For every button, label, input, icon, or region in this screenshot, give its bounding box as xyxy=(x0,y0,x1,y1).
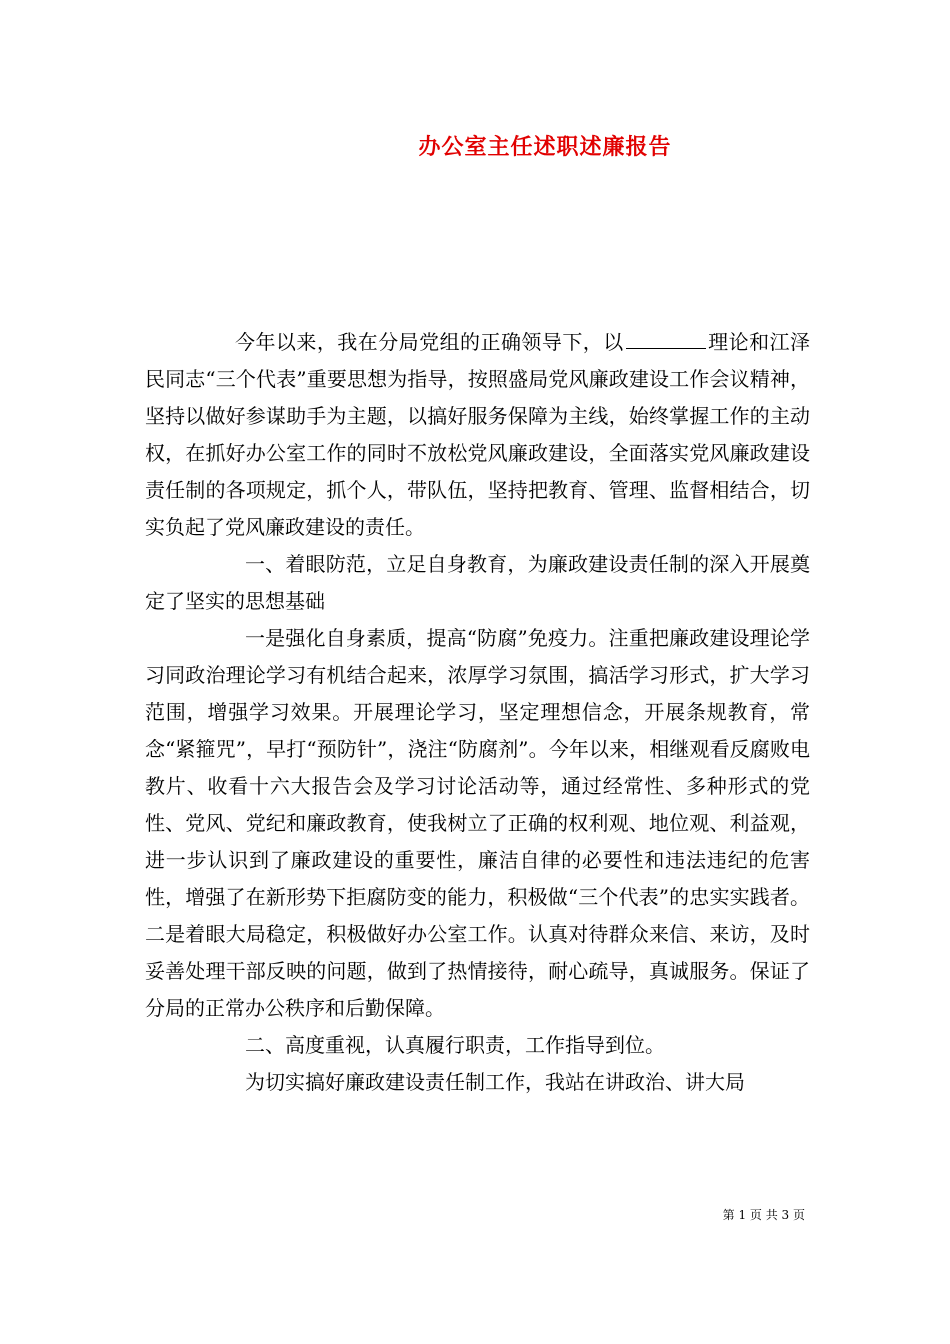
page-number: 第 1 页 共 3 页 xyxy=(722,1208,805,1222)
fill-in-blank xyxy=(626,330,706,349)
document-title: 办公室主任述职述廉报告 xyxy=(418,134,672,160)
section-heading-2: 二、高度重视，认真履行职责，工作指导到位。 xyxy=(245,1033,665,1057)
paragraph-5: 为切实搞好廉政建设责任制工作，我站在讲政治、讲大局 xyxy=(245,1070,745,1094)
section-heading-1: 一、着眼防范，立足自身教育，为廉政建设责任制的深入开展奠定了坚实的思想基础 xyxy=(145,552,810,613)
document-body xyxy=(145,324,810,1101)
paragraph-3: 一是强化自身素质，提高“防腐”免疫力。注重把廉政建设理论学习同政治理论学习有机结合起来，浓厚学习氛围，搞活学习形式，扩大学习范围，增强学习效果。开展理论学习，坚定理想信念，开展条规教育，常念“紧箍咒”，早打“预防针”，浇注“防腐剂”。今年以来，相继观看反腐败电教片、收看十六大报告会及学习讨论活动等，通过经常性、多种形式的党性、党风、党纪和廉政教育，使我树立了正确的权利观、地位观、利益观，进一步认识到了廉政建设的重要性，廉洁自律的必要性和违法违纪的危害性，增强了在新形势下拒腐防变的能力，积极做“三个代表”的忠实实践者。二是着眼大局稳定，积极做好办公室工作。认真对待群众来信、来访，及时妥善处理干部反映的问题，做到了热情接待，耐心疏导，真诚服务。保证了分局的正常办公秩序和后勤保障。 xyxy=(145,626,810,1020)
paragraph-1-start: 今年以来，我在分局党组的正确领导下，以 xyxy=(235,330,624,354)
paragraph-1 xyxy=(145,324,810,546)
paragraph-1-end: 理论和江泽民同志“三个代表”重要思想为指导，按照盛局党风廉政建设工作会议精神，坚持以做好参谋助手为主题，以搞好服务保障为主线，始终掌握工作的主动权，在抓好办公室工作的同时不放松党风廉政建设，全面落实党风廉政建设责任制的各项规定，抓个人，带队伍，坚持把教育、管理、监督相结合，切实负起了党风廉政建设的责任。 xyxy=(145,330,811,539)
